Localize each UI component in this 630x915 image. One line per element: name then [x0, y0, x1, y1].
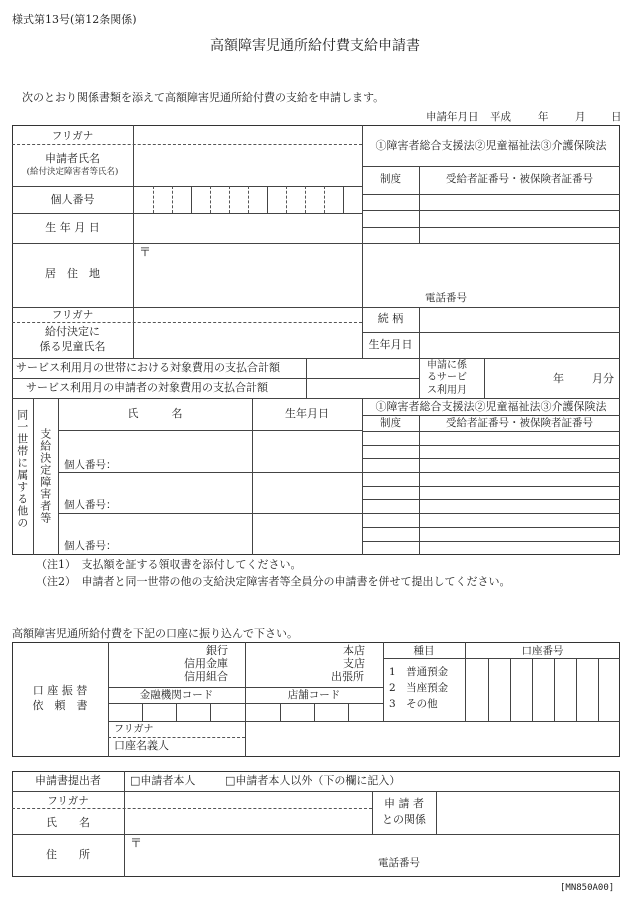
submitter-name-field[interactable]	[125, 810, 371, 833]
inst-code-field[interactable]	[109, 704, 244, 720]
others-birth-field[interactable]	[253, 473, 361, 512]
applicant-name-field[interactable]	[134, 146, 361, 185]
bank-side-label-2: 依 頼 書	[32, 699, 88, 712]
date-era: 平成	[490, 111, 511, 123]
others-law-header: ①障害者総合支援法②児童福祉法③介護保険法	[375, 400, 607, 413]
branch-code-label: 店舗コード	[287, 689, 341, 701]
account-number-header: 口座番号	[521, 645, 564, 657]
service-year-unit: 年	[553, 372, 564, 385]
branch-type-main: 本店	[343, 644, 365, 657]
others-name-field[interactable]	[59, 431, 251, 471]
relation-label: 続 柄	[377, 312, 404, 325]
inst-type-bank: 銀行	[206, 644, 228, 657]
address-field[interactable]	[134, 244, 619, 306]
others-birth-header: 生年月日	[285, 407, 329, 420]
page-title: 高額障害児通所給付費支給申請書	[210, 38, 420, 54]
applicant-furigana-field[interactable]	[134, 126, 361, 143]
household-total-field[interactable]	[307, 359, 418, 377]
submitter-address-field[interactable]	[125, 835, 619, 876]
account-type-header: 種目	[413, 645, 435, 657]
relation-label-1: 申 請 者	[384, 797, 424, 810]
submitter-furigana-field[interactable]	[125, 792, 371, 807]
submitter-postal-mark-icon: 〒	[130, 836, 143, 850]
others-side-label-outer: 同一世帯に属する他の	[15, 409, 29, 529]
applicant-name-note: (給付決定障害者等氏名)	[26, 167, 119, 177]
date-day: 日	[611, 111, 622, 123]
inst-code-label: 金融機関コード	[139, 689, 214, 701]
relation-label-2: との関係	[382, 813, 426, 826]
system-cell[interactable]	[363, 195, 419, 210]
inst-type-shinkin: 信用金庫	[184, 657, 228, 670]
child-furigana-label: フリガナ	[51, 309, 94, 321]
submitter-relation-field[interactable]	[437, 792, 619, 833]
cert-cell[interactable]	[420, 195, 619, 210]
note-1: （注1） 支払額を証する領収書を添付してください。	[36, 558, 302, 571]
branch-type-branch: 支店	[343, 657, 365, 670]
service-month-label-3: ス利用月	[427, 385, 467, 396]
child-birth-label: 生年月日	[368, 338, 413, 351]
phone-label: 電話番号	[425, 292, 467, 304]
note-2: （注2） 申請者と同一世帯の他の支給決定障害者等全員分の申請書を併せて提出してください。	[36, 575, 511, 588]
others-name-field[interactable]	[59, 514, 251, 554]
form-code: [MN850A00]	[560, 883, 615, 893]
submitter-furigana-label: フリガナ	[47, 795, 89, 807]
holder-furigana-label: フリガナ	[114, 724, 154, 735]
intro-text: 次のとおり関係書類を添えて高額障害児通所給付費の支給を申請します。	[22, 91, 385, 104]
others-birth-field[interactable]	[253, 514, 361, 554]
postal-mark-icon: 〒	[139, 245, 152, 259]
account-type-ordinary[interactable]: 1 普通預金	[389, 666, 449, 678]
date-month: 月	[575, 111, 586, 123]
submitter-name-label: 氏 名	[46, 816, 90, 829]
branch-code-field[interactable]	[246, 704, 382, 720]
birthdate-field[interactable]	[134, 214, 361, 242]
holder-name-label: 口座名義人	[114, 739, 169, 752]
submitter-phone-label: 電話番号	[378, 857, 420, 869]
system-col-header: 制度	[380, 173, 401, 185]
account-type-other[interactable]: 3 その他	[389, 698, 438, 710]
account-number-field[interactable]	[466, 659, 619, 720]
child-birth-field[interactable]	[420, 333, 619, 358]
service-month-unit: 月分	[592, 372, 614, 385]
system-cell[interactable]	[363, 228, 419, 243]
system-cell[interactable]	[363, 211, 419, 227]
others-number-label: 個人番号：	[64, 499, 117, 511]
applicant-name-label: 申請者氏名	[45, 152, 100, 165]
branch-type-sub: 出張所	[331, 670, 364, 683]
relation-field[interactable]	[420, 308, 619, 332]
branch-name-field[interactable]	[246, 643, 326, 686]
others-number-label: 個人番号：	[64, 459, 117, 471]
child-name-label-1: 給付決定に	[45, 325, 100, 338]
cert-col-header: 受給者証番号・被保険者証番号	[446, 173, 593, 185]
others-cert-header: 受給者証番号・被保険者証番号	[446, 417, 593, 429]
institution-name-field[interactable]	[109, 643, 181, 686]
applicant-total-label: サービス利用月の申請者の対象費用の支払合計額	[26, 381, 268, 394]
submitter-label: 申請書提出者	[35, 774, 101, 787]
child-furigana-field[interactable]	[134, 308, 361, 321]
bank-side-label-1: 口 座 振 替	[32, 684, 88, 697]
submitter-option-other[interactable]: □申請者本人以外（下の欄に記入）	[225, 774, 401, 787]
others-system-header: 制度	[380, 417, 401, 429]
others-birth-field[interactable]	[253, 431, 361, 471]
address-label: 居 住 地	[45, 267, 100, 280]
child-name-field[interactable]	[134, 324, 361, 357]
law-header: ①障害者総合支援法②児童福祉法③介護保険法	[375, 139, 607, 152]
others-name-header: 氏 名	[127, 407, 183, 420]
service-month-field[interactable]	[485, 359, 619, 397]
date-year: 年	[538, 111, 549, 123]
others-name-field[interactable]	[59, 473, 251, 512]
others-number-label: 個人番号：	[64, 540, 117, 552]
child-name-label-2: 係る児童氏名	[39, 340, 106, 353]
bank-intro: 高額障害児通所給付費を下記の口座に振り込んで下さい。	[12, 627, 298, 640]
individual-number-label: 個人番号	[50, 193, 95, 206]
service-month-label-1: 申請に係	[427, 360, 467, 371]
date-label: 申請年月日	[426, 111, 479, 123]
account-type-current[interactable]: 2 当座預金	[389, 682, 449, 694]
cert-cell[interactable]	[420, 228, 619, 243]
others-side-label-inner: 支給決定障害者等	[38, 428, 52, 524]
cert-cell[interactable]	[420, 211, 619, 227]
applicant-total-field[interactable]	[307, 379, 418, 397]
applicant-furigana-label: フリガナ	[51, 130, 94, 142]
household-total-label: サービス利用月の世帯における対象費用の支払合計額	[16, 361, 280, 374]
birthdate-label: 生 年 月 日	[45, 221, 100, 234]
holder-name-field[interactable]	[246, 722, 619, 756]
submitter-address-label: 住 所	[46, 848, 90, 861]
submitter-option-self[interactable]: □申請者本人	[130, 774, 196, 787]
service-month-label-2: るサービ	[427, 372, 467, 383]
form-number: 様式第13号(第12条関係)	[12, 13, 137, 26]
inst-type-kumiai: 信用組合	[184, 670, 228, 683]
